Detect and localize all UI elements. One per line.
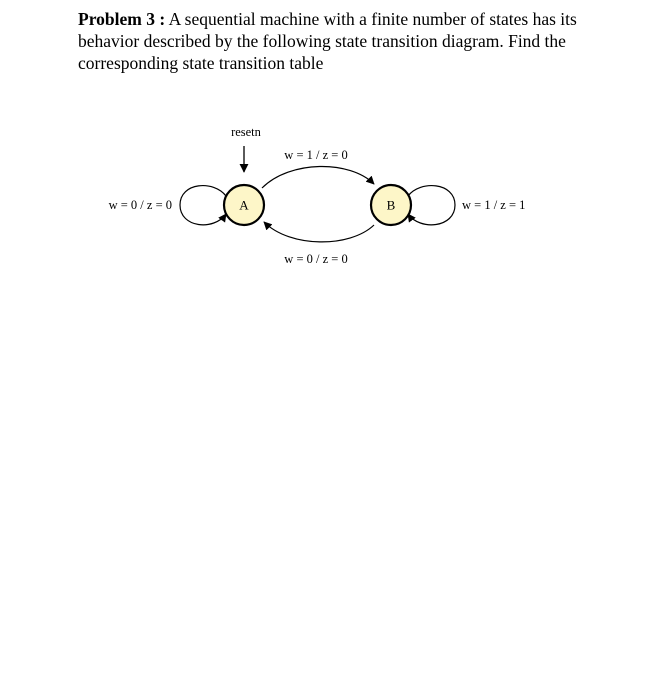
problem-text: A sequential machine with a finite number of states has its behavior described by the following state transition diagram. Find the corresponding state transition table: [78, 9, 577, 73]
self-loop-a-label: w = 0 / z = 0: [108, 198, 172, 212]
transition-b-to-a: [264, 222, 374, 242]
reset-label: resetn: [231, 125, 261, 139]
state-a-label: A: [239, 197, 249, 213]
self-loop-b: [408, 186, 455, 225]
problem-heading: Problem 3 :: [78, 9, 166, 29]
transition-a-to-b-label: w = 1 / z = 0: [284, 148, 348, 162]
state-b-label: B: [386, 197, 396, 213]
transition-b-to-a-label: w = 0 / z = 0: [284, 252, 348, 266]
transition-a-to-b: [262, 166, 374, 188]
self-loop-a: [180, 186, 226, 225]
self-loop-b-label: w = 1 / z = 1: [462, 198, 526, 212]
